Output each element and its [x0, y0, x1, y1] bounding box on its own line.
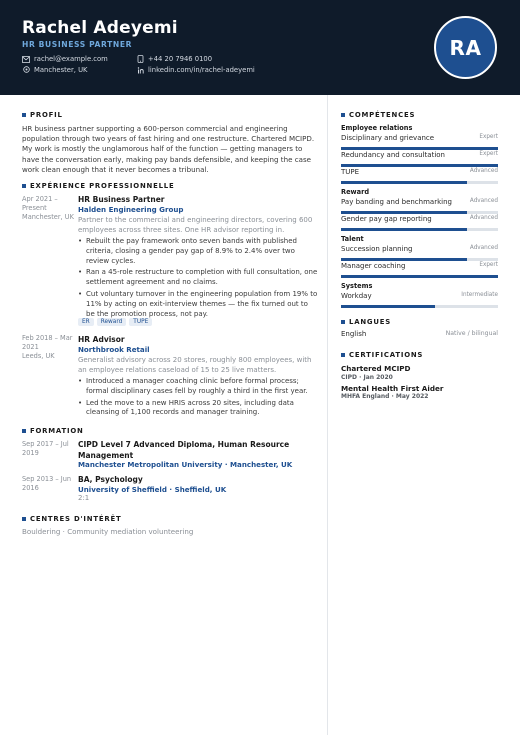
language-name: English: [341, 330, 367, 338]
skill-name: Disciplinary and grievance: [341, 134, 435, 142]
language-level: Native / bilingual: [445, 330, 498, 337]
section-marker-icon: [22, 429, 26, 433]
avatar: RA: [434, 16, 497, 79]
skill-name: Gender pay gap reporting: [341, 215, 432, 223]
candidate-name: Rachel Adeyemi: [22, 18, 178, 38]
job-organization: Halden Engineering Group: [78, 205, 184, 214]
profile-summary: HR business partner supporting a 600-person commercial and engineering population through two years of fast hiring and one restructure. Chartered MCIPD. My work is mostly the unglamorous half of the function — getting managers to have the conversation early, making pay bands defensible, and keeping the case work clean enough that it never becomes a tribunal.: [22, 124, 315, 174]
section-marker-icon: [341, 113, 345, 117]
contact-phone-text: +44 20 7946 0100: [148, 55, 213, 63]
job-dates: Apr 2021 – Present: [22, 195, 58, 213]
skill-bar: [341, 258, 498, 261]
certification-issuer: CIPD · Jan 2020: [341, 374, 393, 381]
skill-name: Pay banding and benchmarking: [341, 198, 452, 206]
skill-level: Expert: [479, 151, 498, 157]
certification-issuer: MHFA England · May 2022: [341, 393, 429, 400]
skill-bar: [341, 164, 498, 167]
skill-level: Advanced: [469, 245, 498, 251]
section-languages-heading: LANGUES: [341, 318, 391, 326]
education-title: CIPD Level 7 Advanced Diploma, Human Resource Management: [78, 440, 290, 460]
section-marker-icon: [341, 320, 345, 324]
candidate-title: HR BUSINESS PARTNER: [22, 40, 133, 49]
skill-bar-fill: [341, 305, 435, 308]
skill-name: Redundancy and consultation: [341, 151, 445, 159]
skill-name: TUPE: [341, 168, 360, 176]
tag-chip: ER: [78, 318, 94, 326]
skill-level: Advanced: [469, 198, 498, 204]
skill-bar: [341, 305, 498, 308]
resume-header: [0, 0, 520, 95]
skill-name: Succession planning: [341, 245, 413, 253]
job-role: HR Advisor: [78, 335, 125, 344]
skill-level: Advanced: [469, 168, 498, 174]
location-pin-icon: [22, 66, 30, 74]
section-skills-heading: COMPÉTENCES: [341, 111, 415, 119]
job-dates: Feb 2018 – Mar 2021: [22, 334, 73, 352]
job-location: Manchester, UK: [22, 213, 74, 221]
skill-name: Manager coaching: [341, 262, 406, 270]
section-experience-heading: EXPÉRIENCE PROFESSIONNELLE: [22, 182, 174, 190]
section-marker-icon: [22, 517, 26, 521]
education-institution: University of Sheffield · Sheffield, UK: [78, 485, 227, 494]
skill-group-label: Employee relations: [341, 124, 413, 132]
section-interests-heading: CENTRES D'INTÉRÊT: [22, 515, 122, 523]
job-tags: [78, 318, 152, 326]
skill-level: Intermediate: [461, 292, 498, 298]
job-achievements: [78, 237, 318, 321]
education-grade: 2:1: [78, 494, 90, 502]
certification-title: Mental Health First Aider: [341, 384, 444, 393]
education-institution: Manchester Metropolitan University · Manchester, UK: [78, 460, 293, 469]
tag-chip: Reward: [97, 318, 127, 326]
contact-email[interactable]: [22, 55, 108, 63]
job-role: HR Business Partner: [78, 195, 165, 204]
section-profile-heading: PROFIL: [22, 111, 63, 119]
linkedin-icon: [136, 66, 144, 74]
skill-group-label: Systems: [341, 282, 373, 290]
column-divider: [327, 95, 328, 735]
job-organization: Northbrook Retail: [78, 345, 150, 354]
skill-bar-fill: [341, 164, 498, 167]
contact-phone[interactable]: [136, 55, 212, 63]
list-item: • Led the move to a new HRIS across 20 sites, including data cleansing of 1,100 records and manager training.: [78, 399, 318, 419]
job-description: Partner to the commercial and engineering directors, covering 600 employees across three sites. One HR advisor reporting in.: [78, 216, 313, 234]
contact-email-text: rachel@example.com: [34, 55, 108, 63]
tag-chip: TUPE: [129, 318, 152, 326]
contact-location-text: Manchester, UK: [34, 66, 88, 74]
skill-bar: [341, 181, 498, 184]
education-title: BA, Psychology: [78, 475, 143, 484]
interests-text: Bouldering · Community mediation volunteering: [22, 527, 194, 536]
mail-icon: [22, 55, 30, 63]
contact-location: [22, 66, 88, 74]
skill-level: Expert: [479, 134, 498, 140]
section-marker-icon: [22, 184, 26, 188]
section-marker-icon: [341, 353, 345, 357]
section-education-heading: FORMATION: [22, 427, 84, 435]
job-location: Leeds, UK: [22, 352, 55, 360]
section-certifications-heading: CERTIFICATIONS: [341, 351, 423, 359]
skill-level: Advanced: [469, 215, 498, 221]
skill-bar-fill: [341, 275, 498, 278]
list-item: • Rebuilt the pay framework onto seven bands with published criteria, closing a gender pay gap of 8.9% to 2.4% over two review cycles.: [78, 237, 318, 266]
education-dates: Sep 2013 – Jun 2016: [22, 475, 72, 493]
phone-icon: [136, 55, 144, 63]
certification-title: Chartered MCIPD: [341, 364, 411, 373]
skill-bar-fill: [341, 258, 467, 261]
skill-bar: [341, 211, 498, 214]
job-achievements: [78, 377, 318, 420]
contact-linkedin[interactable]: [136, 66, 255, 74]
skill-name: Workday: [341, 292, 372, 300]
skill-group-label: Talent: [341, 235, 364, 243]
skill-bar-fill: [341, 228, 467, 231]
job-description: Generalist advisory across 20 stores, roughly 800 employees, with an employee relations caseload of 15 to 25 live matters.: [78, 356, 312, 374]
education-dates: Sep 2017 – Jul 2019: [22, 440, 69, 458]
skill-bar-fill: [341, 211, 467, 214]
skill-level: Expert: [479, 262, 498, 268]
skill-bar: [341, 147, 498, 150]
skill-group-label: Reward: [341, 188, 370, 196]
contact-linkedin-text: linkedin.com/in/rachel-adeyemi: [148, 66, 255, 74]
skill-bar: [341, 275, 498, 278]
list-item: • Ran a 45-role restructure to completion with full consultation, one settlement agreement and no claims.: [78, 268, 318, 288]
skill-bar-fill: [341, 181, 467, 184]
section-marker-icon: [22, 113, 26, 117]
skill-bar: [341, 228, 498, 231]
list-item: • Introduced a manager coaching clinic before formal process; formal disciplinary cases fell by roughly a third in the first year.: [78, 377, 318, 397]
list-item: • Cut voluntary turnover in the engineering population from 19% to 11% by acting on exit-interview themes — the fix turned out to be the promotion process, not pay.: [78, 290, 318, 319]
skill-bar-fill: [341, 147, 498, 150]
